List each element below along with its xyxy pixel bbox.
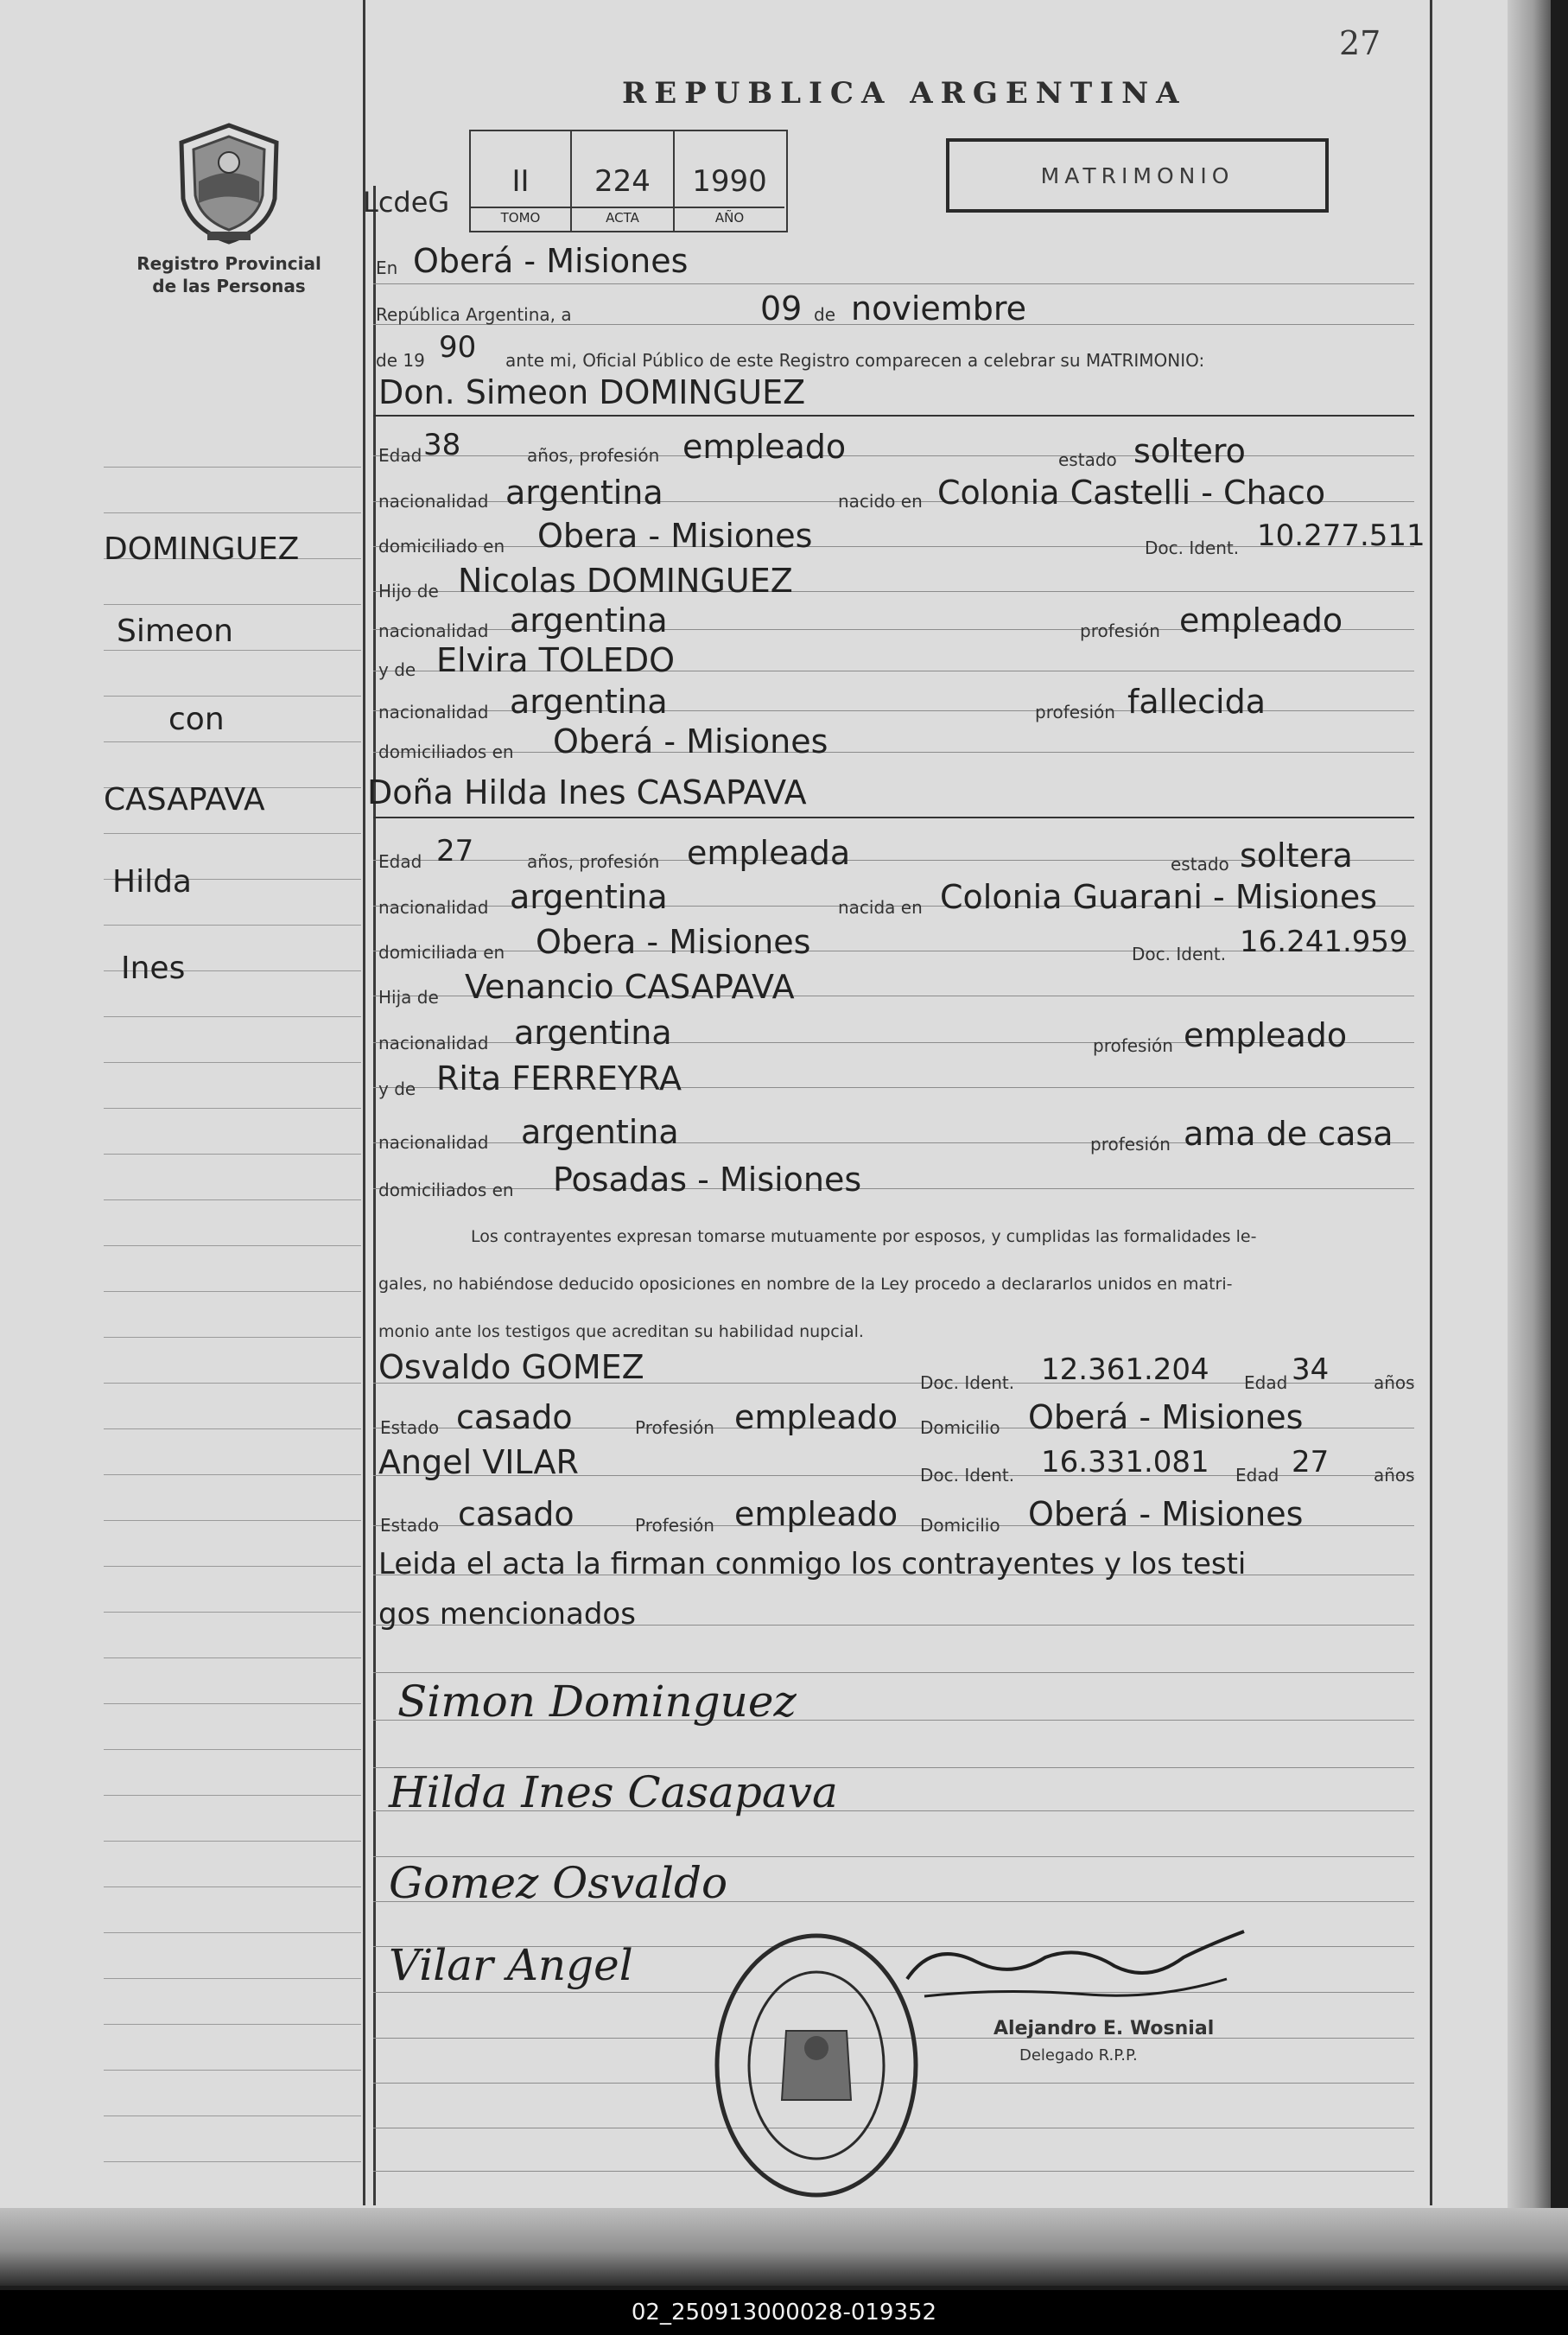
margin-rule-line (104, 604, 361, 605)
bride-name: Doña Hilda Ines CASAPAVA (367, 773, 807, 811)
ano-label: AÑO (675, 207, 784, 226)
groom-profesion-value: empleado (682, 428, 847, 466)
image-caption: 02_250913000028-019352 (0, 2290, 1568, 2335)
tomo-label: TOMO (471, 207, 570, 226)
margin-rule-line (104, 1291, 361, 1292)
bride-doc-label: Doc. Ident. (1132, 944, 1227, 964)
groom-name: Don. Simeon DOMINGUEZ (378, 373, 806, 411)
groom-parents-dom-label: domiciliados en (378, 741, 514, 762)
witness1-edad-value: 34 (1292, 1352, 1330, 1387)
margin-rule-line (104, 1154, 361, 1155)
bride-nacida-label: nacida en (838, 897, 923, 918)
witness2-edad-value: 27 (1292, 1445, 1330, 1479)
column-divider (363, 0, 365, 2205)
groom-edad-value: 38 (423, 428, 461, 462)
groom-father-prof-label: profesión (1080, 620, 1160, 641)
margin-rule-line (104, 1749, 361, 1750)
margin-rule-line (104, 1795, 361, 1796)
bride-mother-nac-label: nacionalidad (378, 1132, 489, 1153)
bride-father-prof-value: empleado (1184, 1016, 1348, 1054)
margin-rule-line (104, 696, 361, 697)
acta-reference-box (469, 130, 788, 232)
provincial-coat-of-arms-icon (173, 121, 285, 250)
bride-mother-prof-value: ama de casa (1184, 1115, 1393, 1153)
ruled-line (373, 415, 1414, 417)
witness1-estado-value: casado (456, 1398, 573, 1436)
bride-estado-label: estado (1171, 854, 1229, 875)
tomo-cell (471, 131, 572, 231)
margin-rule-line (104, 1474, 361, 1475)
margin-rule-line (104, 1612, 361, 1613)
closing-line2: gos mencionados (378, 1597, 636, 1632)
date-de-label: de (814, 304, 835, 325)
groom-anos-label: años, profesión (527, 445, 660, 466)
declaration-line2: gales, no habiéndose deducido oposiciones en nombre de la Ley procedo a declararlos unidos en matri- (378, 1275, 1233, 1294)
intro-text: ante mi, Oficial Público de este Registro comparecen a celebrar su MATRIMONIO: (505, 350, 1205, 371)
groom-father-label: Hijo de (378, 581, 439, 601)
column-divider-inner (373, 186, 376, 2205)
margin-rule-line (104, 925, 361, 926)
signature-witness2: Vilar Angel (389, 1940, 633, 1990)
margin-rule-line (104, 741, 361, 742)
year-prefix: de 19 (376, 350, 425, 371)
witness2-estado-value: casado (458, 1495, 575, 1533)
witness1-domicilio-value: Oberá - Misiones (1028, 1398, 1304, 1436)
margin-note: DOMINGUEZ (104, 531, 300, 567)
groom-nac-value: argentina (505, 474, 663, 512)
bride-nac-value: argentina (510, 878, 668, 916)
bride-edad-value: 27 (436, 834, 474, 868)
groom-dom-label: domiciliado en (378, 536, 505, 557)
groom-father-prof-value: empleado (1179, 601, 1343, 639)
groom-doc-label: Doc. Ident. (1145, 538, 1240, 558)
witness2-profesion-value: empleado (734, 1495, 898, 1533)
witness1-doc-label: Doc. Ident. (920, 1372, 1015, 1393)
ano-value: 1990 (692, 164, 767, 199)
margin-rule-line (104, 650, 361, 651)
groom-father-nac-label: nacionalidad (378, 620, 489, 641)
signature-groom: Simon Dominguez (397, 1676, 797, 1727)
acta-label: ACTA (572, 207, 673, 226)
witness1-anos-label: años (1374, 1372, 1415, 1393)
witness1-name: Osvaldo GOMEZ (378, 1348, 644, 1386)
groom-mother-nac-label: nacionalidad (378, 702, 489, 722)
margin-rule-line (104, 1520, 361, 1521)
closing-line1: Leida el acta la firman conmigo los contrayentes y los testi (378, 1547, 1247, 1581)
groom-estado-label: estado (1058, 449, 1117, 470)
declaration-line3: monio ante los testigos que acreditan su habilidad nupcial. (378, 1322, 864, 1341)
bride-nacida-value: Colonia Guarani - Misiones (940, 878, 1378, 916)
margin-rule-line (104, 2115, 361, 2116)
bride-profesion-value: empleada (687, 834, 851, 872)
margin-note: con (168, 702, 225, 737)
groom-doc-value: 10.277.511 (1257, 519, 1425, 553)
signature-bride: Hilda Ines Casapava (389, 1767, 838, 1817)
official-role: Delegado R.P.P. (1019, 2046, 1138, 2065)
witness1-doc-value: 12.361.204 (1041, 1352, 1209, 1387)
groom-mother-nac-value: argentina (510, 683, 668, 721)
witness2-doc-label: Doc. Ident. (920, 1465, 1015, 1486)
bride-nac-label: nacionalidad (378, 897, 489, 918)
ruled-line (373, 1672, 1414, 1673)
groom-dom-value: Obera - Misiones (537, 517, 813, 555)
acta-prefix: LcdeG (363, 186, 450, 219)
registry-label-line2: de las Personas (152, 276, 306, 296)
margin-rule-line (104, 467, 361, 468)
month-value: noviembre (851, 289, 1027, 328)
margin-note: Hilda (112, 864, 192, 900)
witness1-profesion-label: Profesión (635, 1417, 714, 1438)
bride-dom-label: domiciliada en (378, 942, 505, 963)
groom-father-value: Nicolas DOMINGUEZ (458, 562, 793, 600)
margin-rule-line (104, 833, 361, 834)
margin-rule-line (104, 1932, 361, 1933)
en-label: En (376, 258, 398, 278)
groom-mother-prof-label: profesión (1035, 702, 1115, 722)
margin-rule-line (104, 1062, 361, 1063)
bride-mother-value: Rita FERREYRA (436, 1059, 682, 1098)
margin-rule-line (104, 1383, 361, 1384)
witness2-edad-label: Edad (1235, 1465, 1279, 1486)
en-value: Oberá - Misiones (413, 242, 689, 280)
header-title: REPUBLICA ARGENTINA (622, 76, 1187, 111)
groom-edad-label: Edad (378, 445, 422, 466)
page-number: 27 (1339, 24, 1381, 62)
bride-dom-value: Obera - Misiones (536, 923, 811, 961)
groom-parents-dom-value: Oberá - Misiones (553, 722, 828, 760)
record-type-box: MATRIMONIO (946, 138, 1329, 213)
ruled-line (373, 752, 1414, 753)
margin-rule-line (104, 2161, 361, 2162)
bride-father-prof-label: profesión (1093, 1035, 1173, 1056)
bride-mother-label: y de (378, 1078, 416, 1099)
witness2-domicilio-value: Oberá - Misiones (1028, 1495, 1304, 1533)
ruled-line (373, 1188, 1414, 1189)
ano-cell (675, 131, 784, 231)
margin-rule-line (104, 512, 361, 513)
groom-father-nac-value: argentina (510, 601, 668, 639)
signature-witness1: Gomez Osvaldo (389, 1858, 728, 1908)
witness2-profesion-label: Profesión (635, 1515, 714, 1536)
margin-rule-line (104, 1886, 361, 1887)
margin-rule-line (104, 2024, 361, 2025)
bride-father-nac-value: argentina (514, 1014, 672, 1052)
witness2-doc-value: 16.331.081 (1041, 1445, 1209, 1479)
margin-rule-line (104, 2070, 361, 2071)
tomo-value: II (511, 164, 530, 199)
page-edge (1508, 0, 1551, 2238)
margin-rule-line (104, 1016, 361, 1017)
right-border (1430, 0, 1432, 2205)
margin-rule-line (104, 1337, 361, 1338)
page-bottom-strip (0, 2208, 1568, 2286)
bride-anos-label: años, profesión (527, 851, 660, 872)
bride-mother-nac-value: argentina (521, 1113, 679, 1151)
witness1-estado-label: Estado (380, 1417, 440, 1438)
declaration-line1: Los contrayentes expresan tomarse mutuamente por esposos, y cumplidas las formalidades le- (471, 1227, 1257, 1246)
margin-rule-line (104, 1199, 361, 1200)
ruled-line (373, 283, 1414, 284)
official-name: Alejandro E. Wosnial (993, 2018, 1215, 2039)
groom-mother-prof-value: fallecida (1127, 683, 1266, 721)
day-value: 09 (760, 289, 803, 328)
witness1-profesion-value: empleado (734, 1398, 898, 1436)
margin-note: Simeon (117, 614, 233, 649)
bride-parents-dom-label: domiciliados en (378, 1180, 514, 1200)
registry-label-line1: Registro Provincial (136, 253, 321, 274)
margin-rule-line (104, 1108, 361, 1109)
witness1-domicilio-label: Domicilio (920, 1417, 1000, 1438)
acta-value: 224 (594, 164, 651, 199)
margin-rule-line (104, 1428, 361, 1429)
groom-mother-value: Elvira TOLEDO (436, 641, 676, 679)
bride-father-value: Venancio CASAPAVA (465, 968, 795, 1006)
bride-parents-dom-value: Posadas - Misiones (553, 1161, 862, 1199)
margin-rule-line (104, 1566, 361, 1567)
margin-rule-line (104, 1703, 361, 1704)
bride-edad-label: Edad (378, 851, 422, 872)
bride-estado-value: soltera (1240, 837, 1353, 875)
republica-label: República Argentina, a (376, 304, 572, 325)
ruled-line (373, 1856, 1414, 1857)
groom-nacido-label: nacido en (838, 491, 923, 512)
year-value: 90 (439, 330, 477, 365)
margin-rule-line (104, 1657, 361, 1658)
official-stamp-icon (708, 1927, 924, 2207)
margin-note: CASAPAVA (104, 782, 265, 818)
witness2-name: Angel VILAR (378, 1443, 579, 1481)
bride-mother-prof-label: profesión (1090, 1134, 1171, 1155)
groom-mother-label: y de (378, 659, 416, 680)
bride-father-nac-label: nacionalidad (378, 1033, 489, 1053)
margin-rule-line (104, 1978, 361, 1979)
margin-rule-line (104, 1841, 361, 1842)
margin-note: Ines (121, 951, 186, 986)
acta-cell (572, 131, 675, 231)
witness2-anos-label: años (1374, 1465, 1415, 1486)
bride-doc-value: 16.241.959 (1240, 925, 1408, 959)
witness2-estado-label: Estado (380, 1515, 440, 1536)
bride-father-label: Hija de (378, 987, 439, 1008)
registry-label (121, 252, 337, 297)
margin-rule-line (104, 1245, 361, 1246)
groom-nacido-value: Colonia Castelli - Chaco (937, 474, 1326, 512)
groom-nac-label: nacionalidad (378, 491, 489, 512)
ruled-line (373, 817, 1414, 818)
official-signature-scribble (898, 1927, 1261, 2026)
witness2-domicilio-label: Domicilio (920, 1515, 1000, 1536)
witness1-edad-label: Edad (1244, 1372, 1288, 1393)
groom-estado-value: soltero (1133, 432, 1246, 470)
